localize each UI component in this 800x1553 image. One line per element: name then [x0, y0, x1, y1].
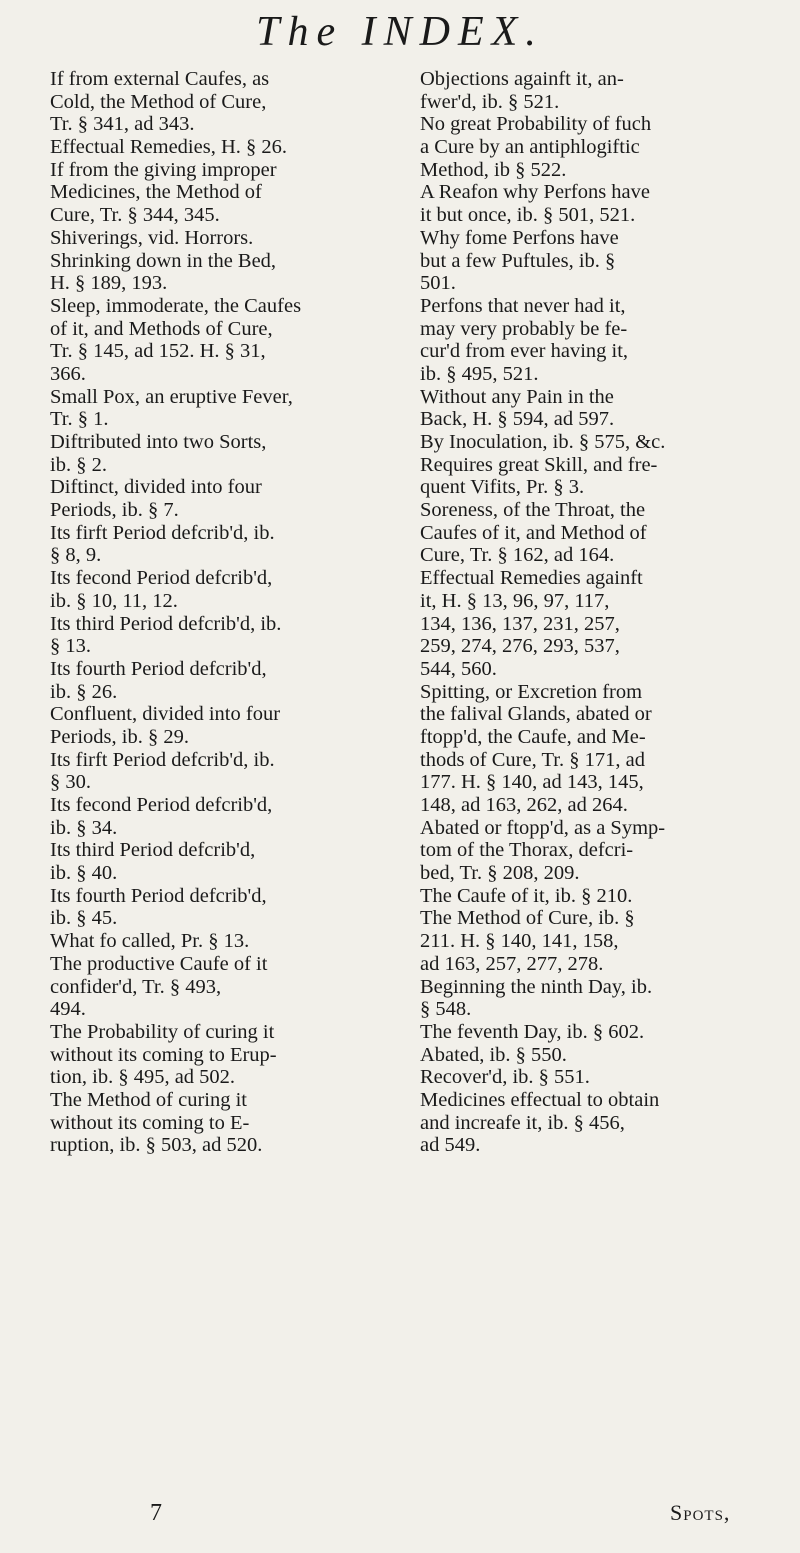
- index-line: Tr. § 1.: [50, 408, 109, 431]
- page-number: 7: [150, 1500, 162, 1526]
- index-line: Back, H. § 594, ad 597.: [420, 408, 615, 431]
- index-line: 366.: [50, 362, 86, 385]
- index-line: If from external Caufes, as: [50, 68, 270, 90]
- index-line: Its fourth Period defcrib'd,: [50, 884, 267, 907]
- index-line: ib. § 40.: [50, 862, 118, 885]
- index-line: Periods, ib. § 7.: [50, 499, 179, 522]
- index-line: Caufes of it, and Method of: [420, 521, 647, 544]
- index-line: bed, Tr. § 208, 209.: [420, 862, 580, 885]
- index-line: 148, ad 163, 262, ad 264.: [420, 794, 628, 816]
- index-line: fwer'd, ib. § 521.: [420, 90, 560, 113]
- index-line: Tr. § 341, ad 343.: [50, 113, 195, 136]
- index-line: ib. § 495, 521.: [420, 362, 539, 385]
- index-line: H. § 189, 193.: [50, 272, 168, 295]
- index-line: Its firft Period defcrib'd, ib.: [50, 521, 275, 544]
- index-line: Cure, Tr. § 344, 345.: [50, 204, 220, 227]
- index-line: Diftributed into two Sorts,: [50, 431, 267, 453]
- index-line: Its third Period defcrib'd,: [50, 839, 256, 862]
- index-line: The Method of Cure, ib. §: [420, 907, 635, 930]
- index-line: it but once, ib. § 501, 521.: [420, 204, 636, 227]
- index-line: without its coming to E-: [50, 1111, 250, 1134]
- index-line: Periods, ib. § 29.: [50, 725, 189, 748]
- index-line: Requires great Skill, and fre-: [420, 453, 658, 476]
- index-line: The Method of curing it: [50, 1088, 247, 1111]
- index-line: quent Vifits, Pr. § 3.: [420, 476, 585, 499]
- index-line: Perfons that never had it,: [420, 294, 626, 317]
- index-line: Effectual Remedies againft: [420, 567, 643, 590]
- index-line: ad 163, 257, 277, 278.: [420, 952, 604, 975]
- index-line: ib. § 45.: [50, 907, 118, 930]
- index-line: the falival Glands, abated or: [420, 703, 652, 726]
- index-line: 177. H. § 140, ad 143, 145,: [420, 771, 644, 794]
- index-line: Its fecond Period defcrib'd,: [50, 794, 273, 816]
- index-line: The Caufe of it, ib. § 210.: [420, 884, 633, 907]
- index-line: The Probability of curing it: [50, 1020, 275, 1043]
- index-line: tom of the Thorax, defcri-: [420, 839, 634, 862]
- index-line: Recover'd, ib. § 551.: [420, 1066, 590, 1089]
- index-line: Soreness, of the Throat, the: [420, 499, 646, 522]
- index-line: § 548.: [420, 998, 472, 1021]
- index-line: it, H. § 13, 96, 97, 117,: [420, 589, 610, 612]
- index-line: § 13.: [50, 635, 91, 658]
- index-line: The productive Caufe of it: [50, 952, 268, 975]
- index-line: Its third Period defcrib'd, ib.: [50, 612, 282, 635]
- index-line: If from the giving improper: [50, 158, 277, 181]
- index-line: Sleep, immoderate, the Caufes: [50, 294, 302, 317]
- catchword: Spots,: [670, 1500, 731, 1525]
- index-line: cur'd from ever having it,: [420, 340, 629, 363]
- index-line: ruption, ib. § 503, ad 520.: [50, 1134, 263, 1157]
- index-line: ib. § 34.: [50, 816, 118, 839]
- index-line: 211. H. § 140, 141, 158,: [420, 930, 619, 953]
- index-line: Its fourth Period defcrib'd,: [50, 657, 267, 680]
- index-line: without its coming to Erup-: [50, 1043, 277, 1066]
- index-column-right: [420, 68, 782, 1157]
- index-line: 134, 136, 137, 231, 257,: [420, 612, 620, 635]
- index-line: Tr. § 145, ad 152. H. § 31,: [50, 340, 266, 363]
- index-line: 501.: [420, 272, 456, 295]
- index-line: A Reafon why Perfons have: [420, 181, 651, 204]
- index-line: ib. § 10, 11, 12.: [50, 589, 178, 612]
- index-line: Shrinking down in the Bed,: [50, 249, 277, 272]
- index-line: and increafe it, ib. § 456,: [420, 1111, 625, 1134]
- index-line: Abated, ib. § 550.: [420, 1043, 567, 1066]
- index-line: Without any Pain in the: [420, 385, 614, 408]
- index-line: Cold, the Method of Cure,: [50, 90, 267, 113]
- index-line: Shiverings, vid. Horrors.: [50, 226, 254, 249]
- index-line: What fo called, Pr. § 13.: [50, 930, 250, 953]
- index-line: confider'd, Tr. § 493,: [50, 975, 222, 998]
- index-line: Cure, Tr. § 162, ad 164.: [420, 544, 615, 567]
- index-line: may very probably be fe-: [420, 317, 628, 340]
- index-line: ib. § 26.: [50, 680, 118, 703]
- index-line: Method, ib § 522.: [420, 158, 567, 181]
- running-head: The INDEX.: [256, 9, 544, 55]
- index-line: Effectual Remedies, H. § 26.: [50, 136, 288, 159]
- index-line: § 30.: [50, 771, 91, 794]
- index-line: tion, ib. § 495, ad 502.: [50, 1066, 236, 1089]
- index-line: Medicines effectual to obtain: [420, 1088, 660, 1111]
- index-line: thods of Cure, Tr. § 171, ad: [420, 748, 645, 771]
- index-line: 544, 560.: [420, 657, 497, 680]
- index-line: Spitting, or Excretion from: [420, 680, 643, 703]
- index-line: Confluent, divided into four: [50, 703, 281, 726]
- index-line: Diftinct, divided into four: [50, 476, 262, 499]
- index-line: Why fome Perfons have: [420, 226, 619, 249]
- index-line: ftopp'd, the Caufe, and Me-: [420, 725, 646, 748]
- index-line: ad 549.: [420, 1134, 481, 1157]
- index-line: Beginning the ninth Day, ib.: [420, 975, 653, 998]
- index-line: 494.: [50, 998, 86, 1021]
- index-line: a Cure by an antiphlogiftic: [420, 136, 640, 159]
- index-line: Objections againft it, an-: [420, 68, 624, 90]
- index-line: of it, and Methods of Cure,: [50, 317, 273, 340]
- index-line: but a few Puftules, ib. §: [420, 249, 616, 272]
- index-line: Its fecond Period defcrib'd,: [50, 567, 273, 590]
- index-line: ib. § 2.: [50, 453, 107, 476]
- index-line: Abated or ftopp'd, as a Symp-: [420, 816, 666, 839]
- index-column-left: [50, 68, 402, 1157]
- index-line: § 8, 9.: [50, 544, 102, 567]
- index-line: Its firft Period defcrib'd, ib.: [50, 748, 275, 771]
- index-line: 259, 274, 276, 293, 537,: [420, 635, 620, 658]
- index-line: Medicines, the Method of: [50, 181, 262, 204]
- index-line: No great Probability of fuch: [420, 113, 652, 136]
- index-line: By Inoculation, ib. § 575, &c.: [420, 431, 666, 453]
- index-line: The feventh Day, ib. § 602.: [420, 1020, 645, 1043]
- index-line: Small Pox, an eruptive Fever,: [50, 385, 293, 408]
